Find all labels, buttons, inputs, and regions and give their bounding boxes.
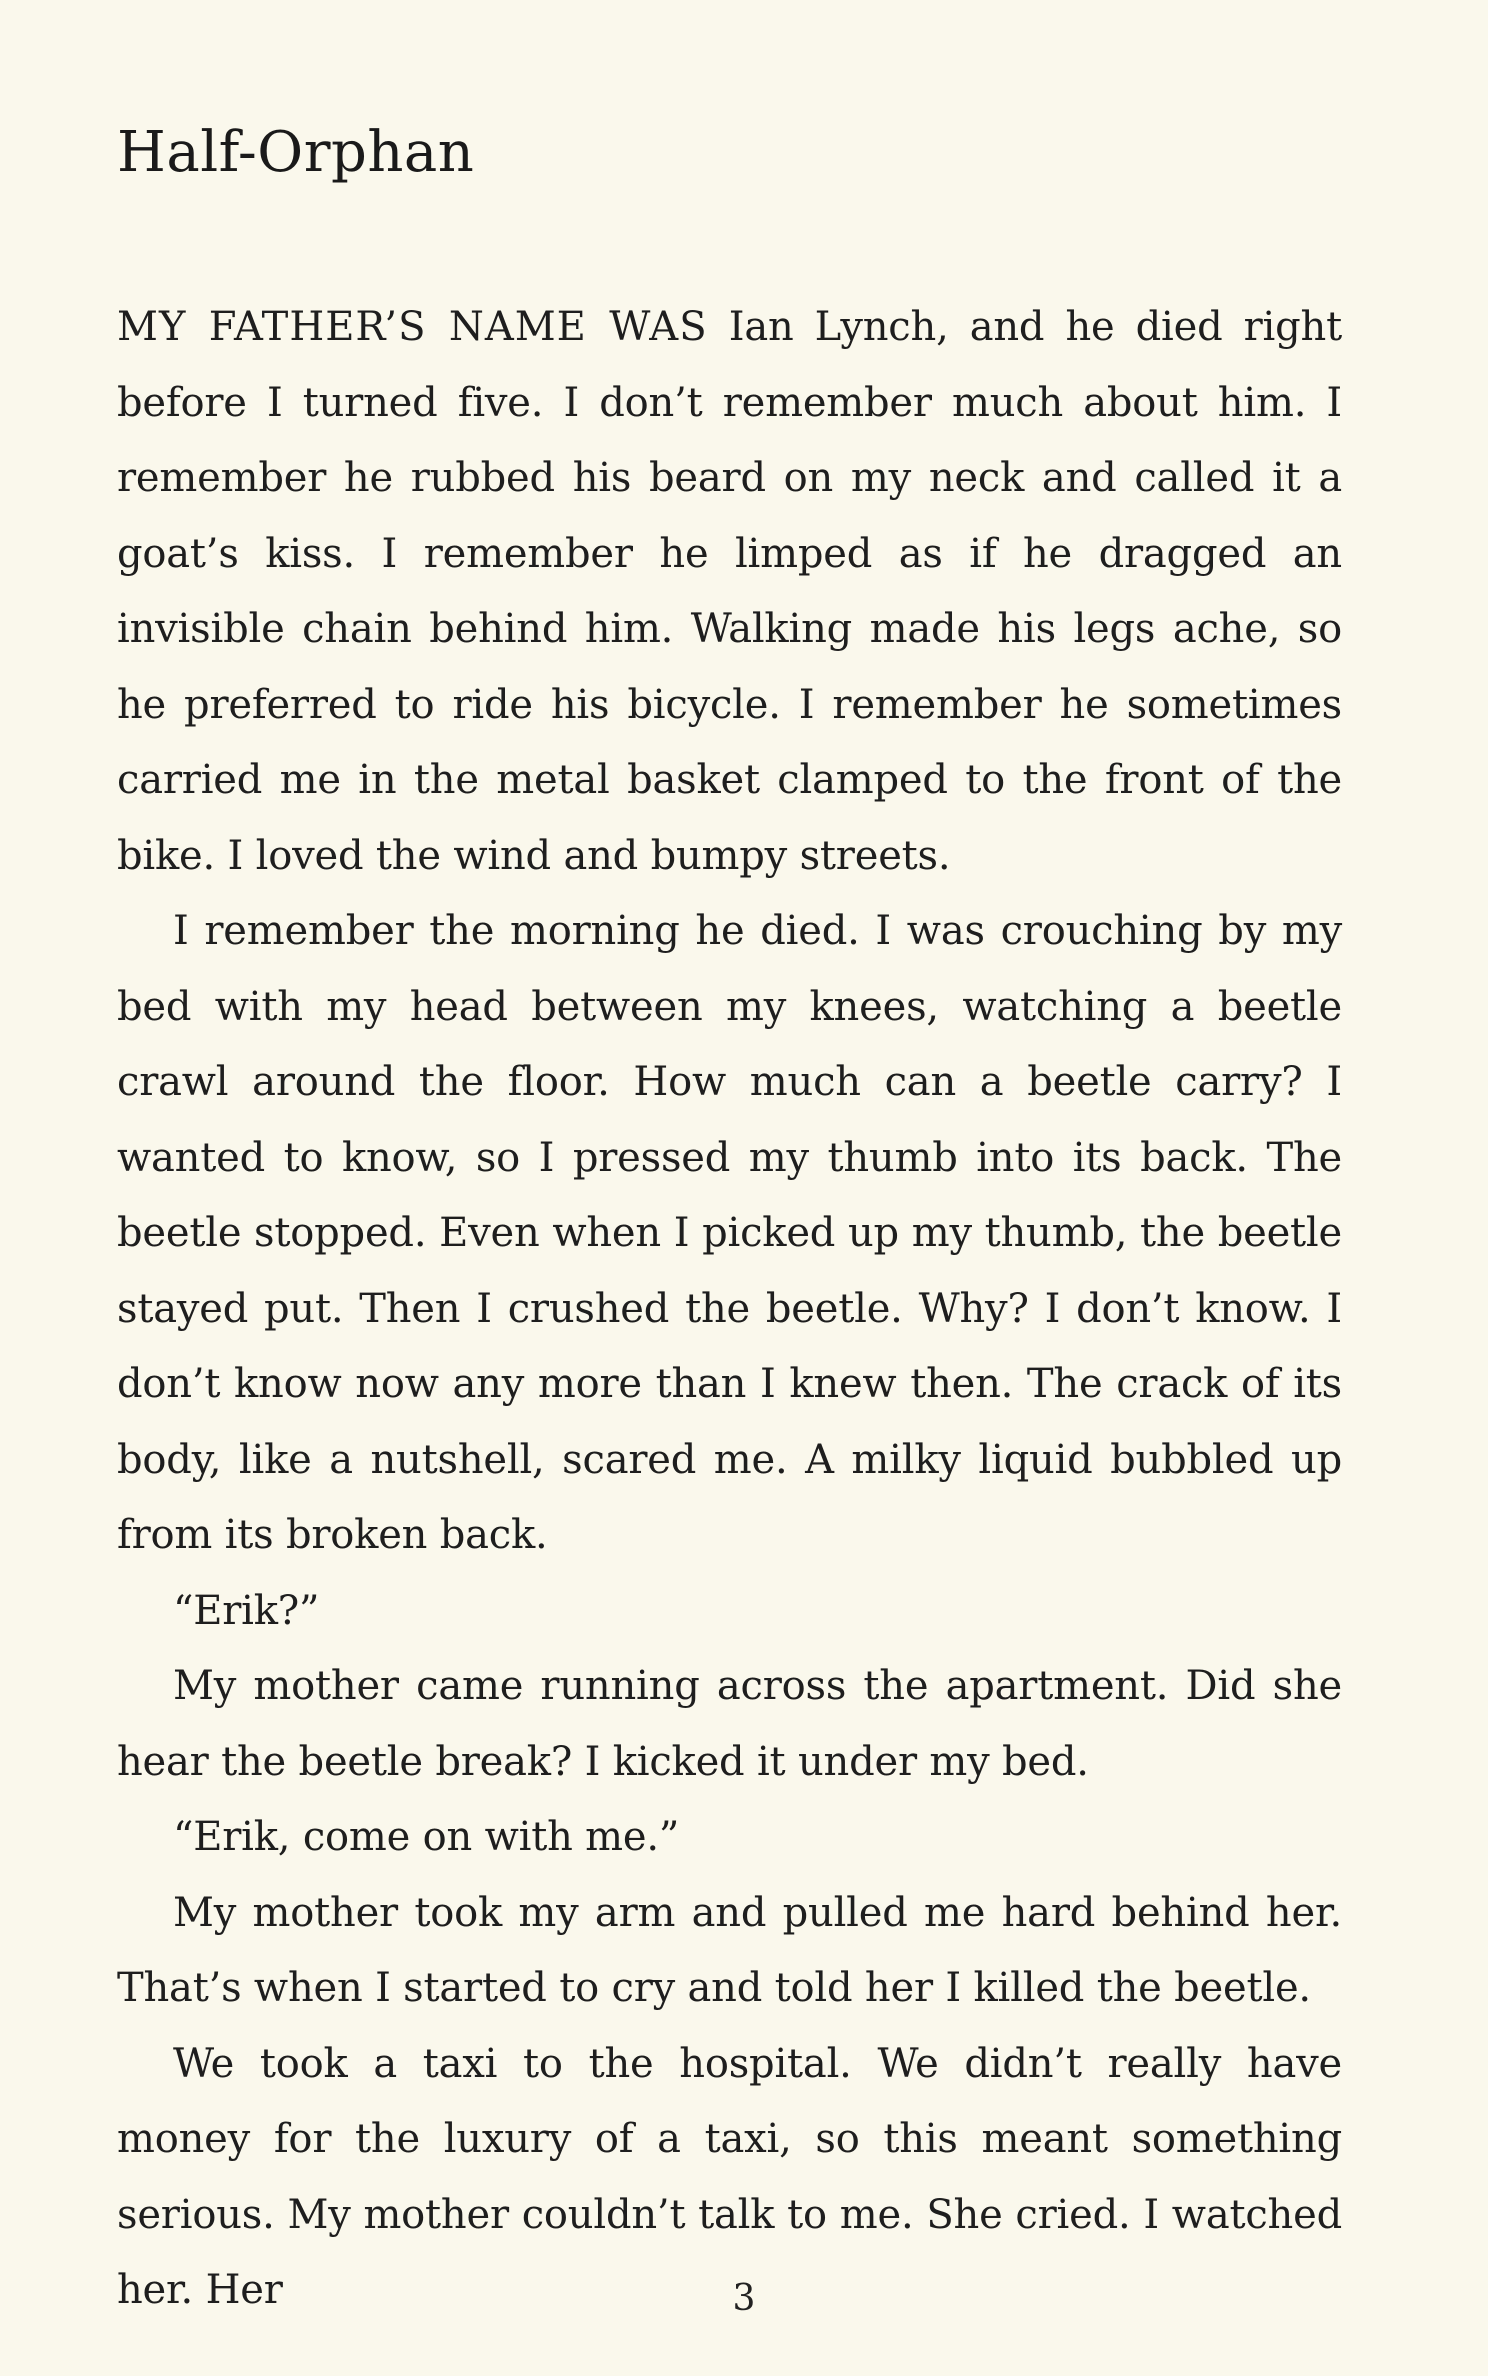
paragraph-4: My mother came running across the apartment. Did she hear the beetle break? I kicked it under my bed. [117, 1663, 1342, 1785]
paragraph-3: “Erik?” [173, 1587, 320, 1634]
opening-words: MY FATHER’S NAME WAS [117, 304, 708, 350]
paragraph-6: My mother took my arm and pulled me hard behind her. That’s when I started to cry and told her I killed the beetle. [117, 1889, 1342, 2011]
paragraph-2: I remember the morning he died. I was crouching by my bed with my head between my knees, watching a beetle crawl around the floor. How much can a beetle carry? I wanted to know, so I pressed my thumb into its back. The beetle stopped. Even when I picked up my thumb, the beetle stayed put. Then I crushed the beetle. Why? I don’t know. I don’t know now any more than I knew then. The crack of its body, like a nutshell, scared me. A milky liquid bubbled up from its broken back. [117, 908, 1342, 1558]
paragraph-5: “Erik, come on with me.” [173, 1814, 680, 1860]
paragraph-1 [117, 290, 1342, 894]
paragraph-7: We took a taxi to the hospital. We didn’t really have money for the luxury of a taxi, so this meant something serious. My mother couldn’t talk to me. She cried. I watched her. Her [117, 2040, 1342, 2313]
page-number: 3 [732, 2278, 756, 2319]
chapter-title: Half-Orphan [117, 120, 475, 185]
paragraph-1-text: Ian Lynch, and he died right before I turned five. I don’t remember much about him. I remember he rubbed his beard on my neck and called it a goat’s kiss. I remember he limped as if he dragged an invisible chain behind him. Walking made his legs ache, so he preferred to ride his bicycle. I remember he sometimes carried me in the metal basket clamped to the front of the bike. I loved the wind and bumpy streets. [117, 304, 1342, 879]
chapter-body [117, 290, 1342, 2329]
